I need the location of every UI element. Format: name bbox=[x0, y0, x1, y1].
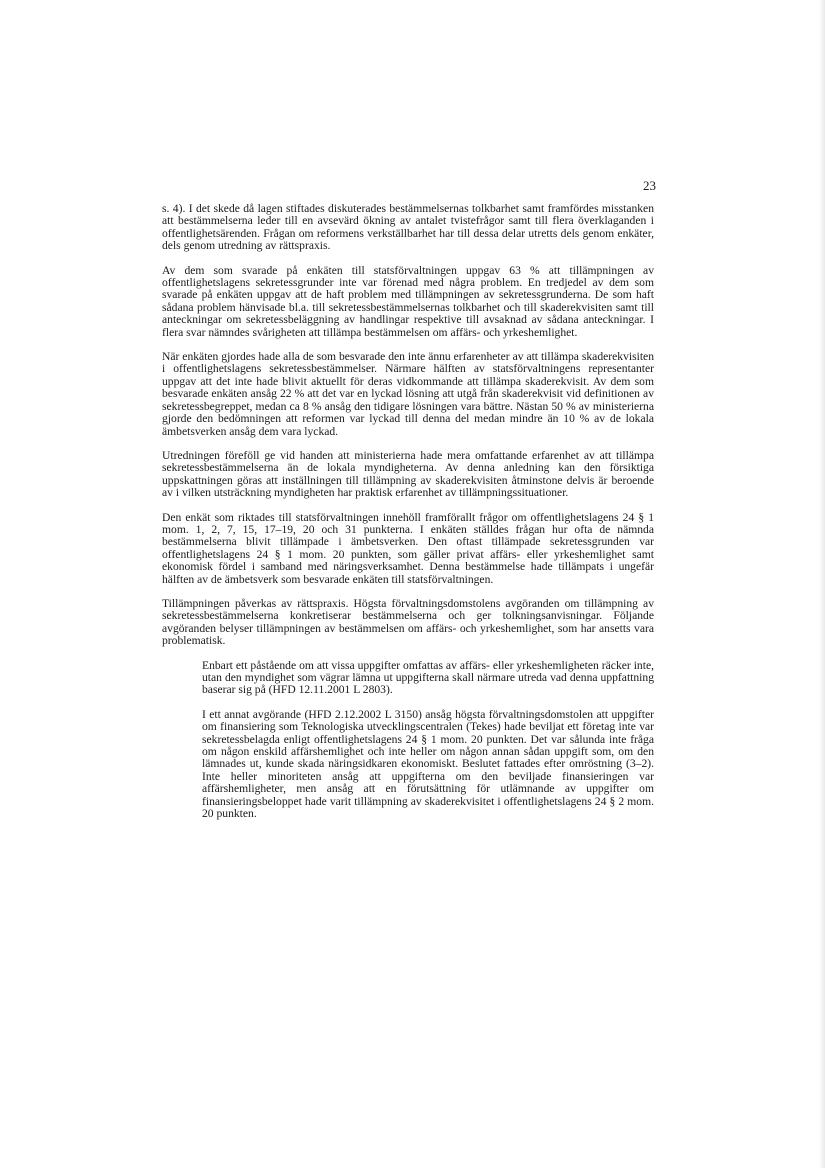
paragraph: Tillämpningen påverkas av rättspraxis. Högsta förvaltningsdomstolens avgöranden om tillämpning av sekretessbestämmelserna konkretiserar bestämmelserna och ger tolkningsanvisningar. Följande avgöranden belyser tillämpningen av bestämmelsen om affärs- och yrkeshemlighet, som har ansetts vara problematisk. bbox=[162, 596, 654, 648]
document-body bbox=[162, 203, 654, 832]
paragraph: s. 4). I det skede då lagen stiftades diskuterades bestämmelsernas tolkbarhet samt framfördes misstanken att bestämmelserna leder till en avsevärd ökning av antalet tvistefrågor samt till flera överklaganden i offentlighetsärenden. Frågan om reformens verkställbarhet har till dessa delar utretts dels genom enkäter, dels genom utredning av rättspraxis. bbox=[162, 202, 654, 253]
block-quote: I ett annat avgörande (HFD 2.12.2002 L 3150) ansåg högsta förvaltningsdomstolen att uppgifter om finansiering som Teknologiska utvecklingscentralen (Tekes) hade beviljat ett företag inte var sekretessbelagda enligt offentlighetslagens 24 § 1 mom. 20 punkten. Det var sålunda inte fråga om någon enskild affärshemlighet och inte heller om någon annan sådan uppgift som, om den lämnades ut, kunde skada näringsidkaren ekonomiskt. Beslutet fattades efter omröstning (3–2). Inte heller minoriteten ansåg att uppgifterna om den beviljade finansieringen var affärshemligheter, men ansåg att en förutsättning för utlämnande av uppgifter om finansieringsbeloppet hade varit tillämpning av skaderekvisitet i offentlighetslagens 24 § 2 mom. 20 punkten. bbox=[202, 707, 654, 821]
page-number: 23 bbox=[643, 178, 656, 193]
paragraph: Utredningen föreföll ge vid handen att ministerierna hade mera omfattande erfarenhet av att tillämpa sekretessbestämmelserna än de lokala myndigheterna. Av denna anledning kan den försiktiga uppskattningen göras att inställningen till tillämpning av skaderekvisiten åtminstone delvis är beroende av i vilken utsträckning myndigheten har praktisk erfarenhet av tillämpningssituationer. bbox=[162, 448, 654, 500]
paragraph: Den enkät som riktades till statsförvaltningen innehöll framförallt frågor om offentlighetslagens 24 § 1 mom. 1, 2, 7, 15, 17–19, 20 och 31 punkterna. I enkäten ställdes frågan hur ofta de nämnda bestämmelserna blivit tillämpade i ämbetsverken. Den oftast tillämpade sekretessgrunden var offentlighetslagens 24 § 1 mom. 20 punkten, som gäller privat affärs- eller yrkeshemlighet samt ekonomisk fördel i samband med näringsverksamhet. Denna bestämmelse hade tillämpats i ungefär hälften av de ämbetsverk som besvarade enkäten till statsförvaltningen. bbox=[162, 510, 654, 586]
paragraph: När enkäten gjordes hade alla de som besvarade den inte ännu erfarenheter av att tillämpa skaderekvisiten i offentlighetslagens sekretessbestämmelser. Närmare hälften av statsförvaltningens representanter uppgav att det inte hade blivit aktuellt för deras vidkommande att tillämpa skaderekvisit. Av dem som besvarade enkäten ansåg 22 % att det var en lyckad lösning att utgå från skaderekvisit vid definitionen av sekretessbegreppet, medan ca 8 % ansåg den tidigare lösningen vara bättre. Nästan 50 % av ministerierna gjorde den bedömningen att reformen var lyckad till denna del medan mindre än 10 % av de lokala ämbetsverken ansåg dem vara lyckad. bbox=[162, 350, 654, 438]
block-quote: Enbart ett påstående om att vissa uppgifter omfattas av affärs- eller yrkeshemligheten räcker inte, utan den myndighet som vägrar lämna ut uppgifterna skall närmare utreda vad denna uppfattning baserar sig på (HFD 12.11.2001 L 2803). bbox=[202, 658, 654, 697]
scan-edge bbox=[819, 0, 825, 1168]
paragraph: Av dem som svarade på enkäten till statsförvaltningen uppgav 63 % att tillämpningen av offentlighetslagens sekretessgrunder inte var förenad med några problem. En tredjedel av dem som svarade på enkäten uppgav att de haft problem med tillämpningen av sekretessgrunderna. De som haft sådana problem hänvisade bl.a. till sekretessbestämmelsernas tolkbarhet och till skaderekvisiten samt till anteckningar om sekretessbeläggning av handlingar respektive till avsaknad av sådana anteckningar. I flera svar nämndes svårigheten att tillämpa bestämmelsen om affärs- och yrkeshemlighet. bbox=[162, 263, 654, 339]
